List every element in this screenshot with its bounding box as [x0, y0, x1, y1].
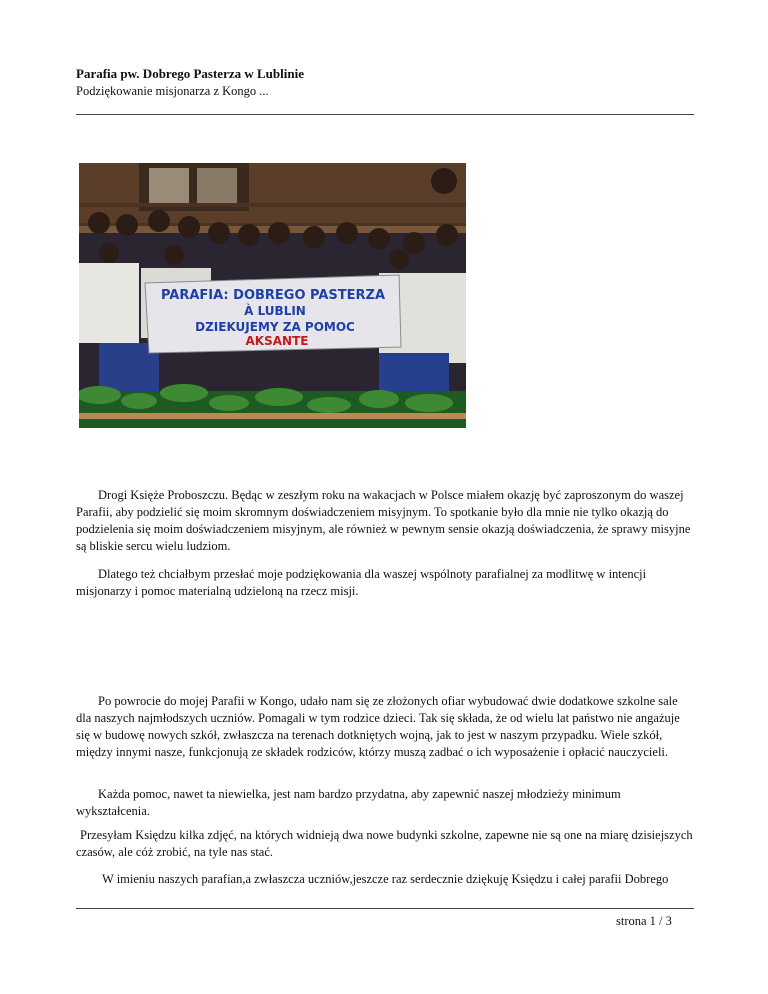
- paragraph-thanks: Dlatego też chciałbym przesłać moje podziękowania dla waszej wspólnoty parafialnej za modlitwę w intencji misjonarzy i pomoc materialną udzieloną na rzecz misji.: [76, 567, 647, 598]
- paragraph-closing: W imieniu naszych parafian,a zwłaszcza uczniów,jeszcze raz serdecznie dziękuję Księdzu i całej parafii Dobrego: [102, 872, 669, 886]
- header-divider: [76, 114, 694, 115]
- sign-line-4: AKSANTE: [245, 334, 309, 348]
- sign-line-1: PARAFIA: DOBREGO PASTERZA: [160, 288, 386, 303]
- sign-line-2: À LUBLIN: [244, 304, 306, 318]
- footer-divider: [76, 908, 694, 909]
- page-number: strona 1 / 3: [616, 914, 672, 928]
- paragraph-help: Każda pomoc, nawet ta niewielka, jest nam bardzo przydatna, aby zapewnić naszej młodzieży minimum wykształcenia.: [76, 787, 621, 818]
- paragraph-greeting: Drogi Księże Proboszczu. Będąc w zeszłym roku na wakacjach w Polsce miałem okazję być zaproszonym do waszej Parafii, aby podzielić się moim skromnym doświadczeniem misyjnym. To spotkanie było dla mnie nie tylko okazją do podzielenia się moim doświadczeniem misyjnym, ale również w pewnym sensie okazją doświadczenia, że sprawy misyjne są bliskie sercu wielu ludziom.: [76, 488, 691, 553]
- paragraph-photos: Przesyłam Księdzu kilka zdjęć, na których widnieją dwa nowe budynki szkolne, zapewne nie są one na miarę dzisiejszych czasów, ale cóż zrobić, na tyle nas stać.: [76, 828, 693, 859]
- sign-line-3: DZIEKUJEMY ZA POMOC: [195, 320, 355, 334]
- paragraph-schools: Po powrocie do mojej Parafii w Kongo, udało nam się ze złożonych ofiar wybudować dwie dodatkowe szkolne sale dla naszych najmłodszych uczniów. Pomagali w tym rodzice dzieci. Tak się składa, że od wielu lat państwo nie angażuje się w budowę nowych szkół, zwłaszcza na terenach dotkniętych wojną, jak to jest w naszym przypadku. Wiele szkół, między innymi nasze, funkcjonują ze składek rodziców, którzy muszą zadbać o ich wyposażenie i opłacić nauczycieli.: [76, 694, 680, 759]
- page-title: Parafia pw. Dobrego Pasterza w Lublinie: [76, 66, 304, 81]
- page-subtitle: Podziękowanie misjonarza z Kongo ...: [76, 84, 269, 98]
- children-photo: [79, 163, 466, 428]
